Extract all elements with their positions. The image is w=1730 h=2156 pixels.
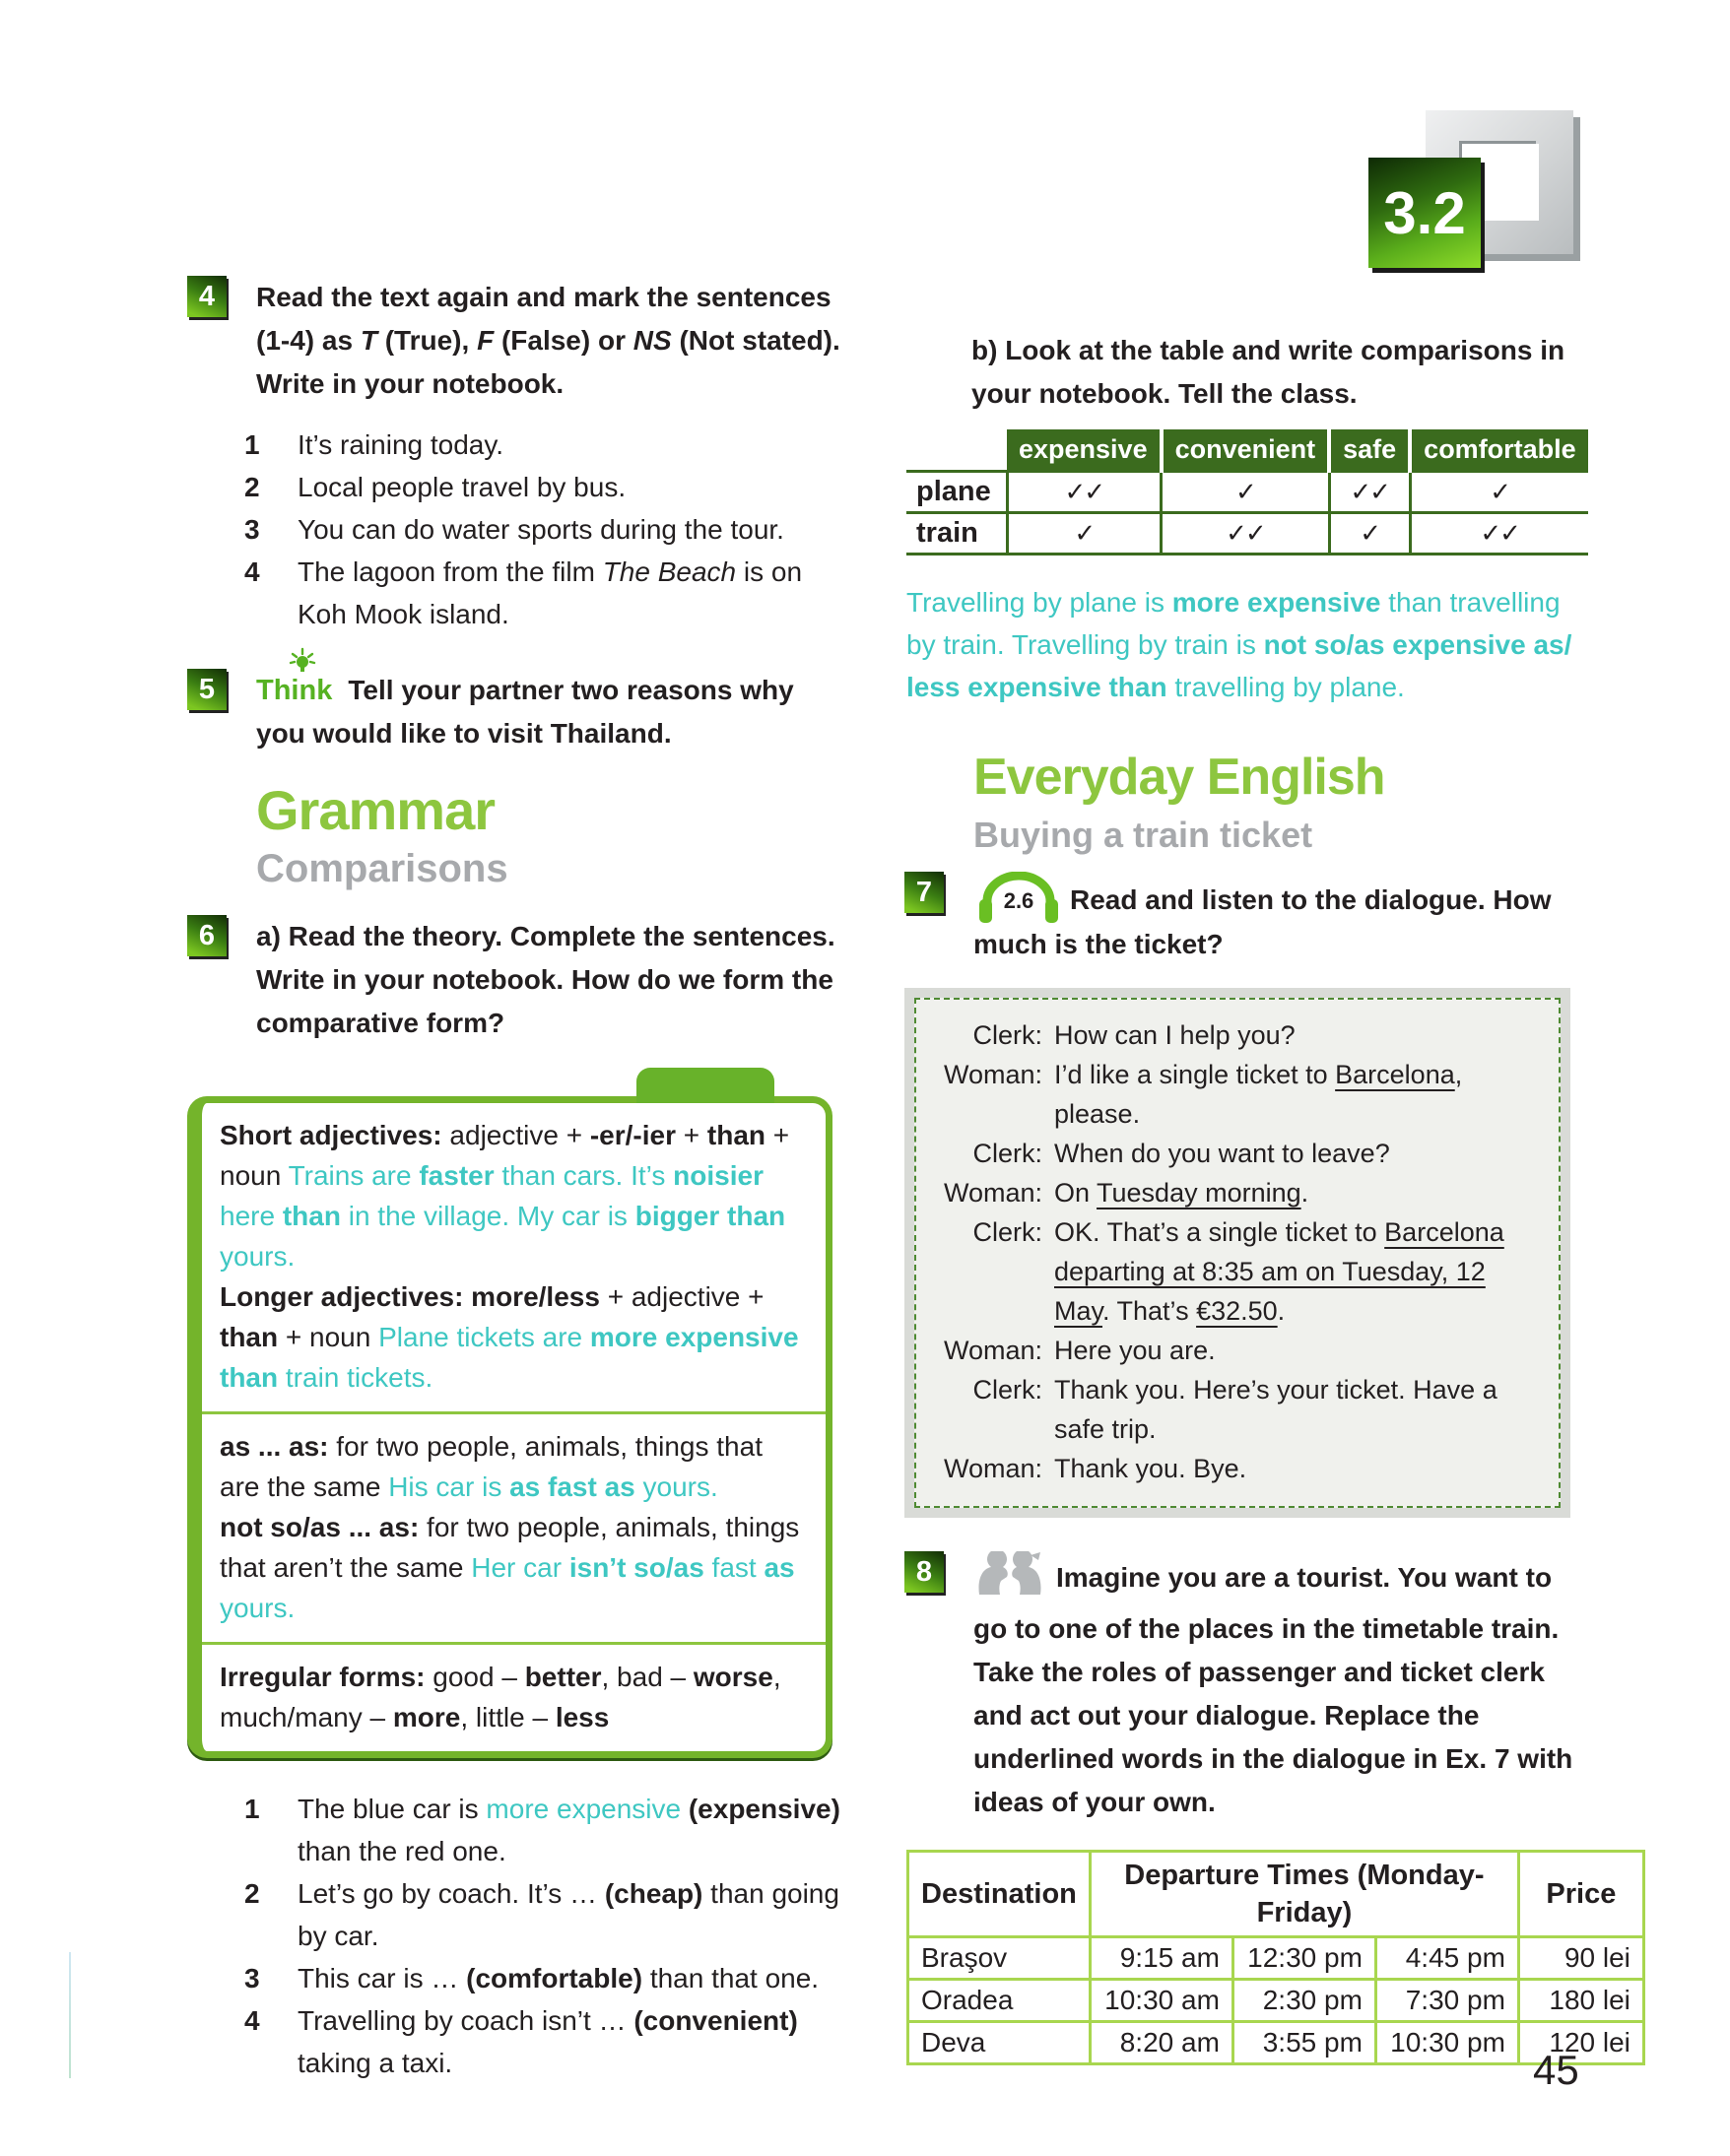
everyday-english-heading: Everyday English (973, 749, 1385, 806)
time-cell: 7:30 pm (1375, 1980, 1518, 2022)
list-item (244, 424, 849, 466)
exercise-8 (904, 1551, 1586, 1824)
check-cell: ✓ (1162, 472, 1330, 513)
comparison-header-row (906, 429, 1588, 472)
destination-cell: Deva (908, 2022, 1091, 2064)
exercise-6b-instruction: b) Look at the table and write comparisons in your notebook. Tell the class. (971, 335, 1565, 409)
page-edge-line (69, 1952, 71, 2078)
exercise-8-text: Imagine you are a tourist. You want to go to one of the places in the timetable train. Take the roles of passenger and ticket clerk and act out your dialogue. Replace the underlined words in the dialogue in Ex. 7 with ideas of your own. (973, 1562, 1573, 1817)
everyday-english-subheading: Buying a train ticket (973, 815, 1313, 855)
grammar-theory-box (187, 1096, 832, 1758)
table-row (906, 513, 1588, 555)
price-cell: 180 lei (1518, 1980, 1643, 2022)
headphones-icon (973, 872, 1064, 923)
dialogue-text: Thank you. Bye. (1054, 1454, 1247, 1483)
item-number: 3 (244, 514, 260, 545)
grammar-subheading: Comparisons (256, 847, 508, 890)
timetable-row (908, 1937, 1644, 1980)
list-item (244, 551, 849, 635)
dialogue-line (932, 1449, 1541, 1488)
item-text: Let’s go by coach. It’s … (cheap) than going by car. (298, 1878, 839, 1951)
item-number: 2 (244, 1878, 260, 1909)
time-cell: 2:30 pm (1232, 1980, 1375, 2022)
theory-box-tab (636, 1068, 774, 1103)
exercise-4-items (244, 424, 849, 635)
column-header: convenient (1162, 429, 1330, 472)
time-cell: 10:30 am (1090, 1980, 1232, 2022)
speaker-label: Woman: (943, 1336, 1042, 1365)
dialogue-line (932, 1055, 1541, 1134)
column-header: safe (1329, 429, 1410, 472)
exercise-6a-instruction: a) Read the theory. Complete the sentences. Write in your notebook. How do we form the comparative form? (256, 921, 835, 1038)
theory-longer-adjectives: Longer adjectives: more/less + adjective + than + noun Plane tickets are more expensive than train tickets. (220, 1281, 799, 1393)
time-cell: 8:20 am (1090, 2022, 1232, 2064)
audio-track-number: 2.6 (1003, 888, 1034, 913)
list-item (244, 1999, 849, 2084)
exercise-7 (904, 872, 1586, 966)
exercise-6 (187, 915, 849, 1045)
check-cell: ✓ (1410, 472, 1588, 513)
pair-work-icon (973, 1551, 1046, 1607)
exercise-number-badge: 4 (187, 276, 227, 317)
exercise-5 (187, 669, 849, 755)
exercise-number-badge: 8 (904, 1551, 944, 1593)
check-cell: ✓✓ (1329, 472, 1410, 513)
exercise-4 (187, 276, 849, 406)
column-header: Destination (908, 1852, 1091, 1937)
dialogue-line (932, 1134, 1541, 1173)
row-label: train (906, 513, 1007, 555)
train-timetable (906, 1850, 1645, 2065)
speaker-label: Clerk: (972, 1020, 1042, 1050)
think-bulb-icon (288, 645, 317, 688)
theory-section-adjectives (202, 1103, 826, 1411)
item-text: The blue car is more expensive (expensive) than the red one. (298, 1794, 840, 1866)
theory-as-as: as ... as: for two people, animals, things that are the same His car is as fast as yours. (220, 1431, 763, 1502)
exercise-7-instruction (973, 872, 1586, 966)
timetable-row (908, 1980, 1644, 2022)
check-cell: ✓✓ (1162, 513, 1330, 555)
dialogue-text: When do you want to leave? (1054, 1139, 1390, 1168)
check-cell: ✓ (1007, 513, 1162, 555)
price-cell: 120 lei (1518, 2022, 1643, 2064)
speaker-label: Clerk: (972, 1375, 1042, 1405)
destination-cell: Braşov (908, 1937, 1091, 1980)
table-row (906, 472, 1588, 513)
theory-not-so-as: not so/as ... as: for two people, animals, things that aren’t the same Her car isn’t so/as fast as yours. (220, 1512, 800, 1623)
exercise-number-badge: 7 (904, 872, 944, 913)
item-number: 2 (244, 472, 260, 502)
right-column (904, 329, 1630, 2065)
dialogue-text: On Tuesday morning. (1054, 1178, 1309, 1208)
speaker-label: Woman: (943, 1178, 1042, 1208)
list-item (244, 508, 849, 551)
timetable-header-row (908, 1852, 1644, 1937)
exercise-number-badge: 5 (187, 669, 227, 710)
column-header: Departure Times (Monday-Friday) (1090, 1852, 1518, 1937)
unit-number-badge: 3.2 (1368, 158, 1481, 268)
price-cell: 90 lei (1518, 1937, 1643, 1980)
check-cell: ✓ (1329, 513, 1410, 555)
speaker-label: Woman: (943, 1454, 1042, 1483)
think-word: Think (256, 675, 333, 706)
item-number: 4 (244, 556, 260, 587)
dialogue-text: How can I help you? (1054, 1020, 1296, 1050)
dialogue-line (932, 1331, 1541, 1370)
row-label: plane (906, 472, 1007, 513)
item-text: This car is … (comfortable) than that one. (298, 1963, 820, 1993)
time-cell: 3:55 pm (1232, 2022, 1375, 2064)
corner-cell (906, 429, 1007, 472)
item-text: It’s raining today. (298, 429, 504, 460)
column-header: expensive (1007, 429, 1162, 472)
time-cell: 9:15 am (1090, 1937, 1232, 1980)
exercise-5-text: Tell your partner two reasons why you would like to visit Thailand. (256, 675, 794, 749)
think-label (256, 675, 340, 706)
dialogue-inner (914, 998, 1561, 1508)
exercise-number-badge: 6 (187, 915, 227, 956)
unit-badge (1364, 106, 1601, 279)
column-header: Price (1518, 1852, 1643, 1937)
comparison-table (906, 429, 1588, 555)
exercise-8-instruction (973, 1551, 1586, 1824)
theory-short-adjectives: Short adjectives: adjective + -er/-ier + than + noun Trains are faster than cars. It’s noisier here than in the village. My car is bigger than yours. (220, 1120, 790, 1272)
list-item (244, 1872, 849, 1957)
item-number: 1 (244, 1794, 260, 1824)
check-cell: ✓✓ (1007, 472, 1162, 513)
time-cell: 12:30 pm (1232, 1937, 1375, 1980)
time-cell: 4:45 pm (1375, 1937, 1518, 1980)
dialogue-box (904, 988, 1570, 1518)
speaker-label: Clerk: (972, 1217, 1042, 1247)
dialogue-line (932, 1212, 1541, 1331)
item-text: You can do water sports during the tour. (298, 514, 784, 545)
comparison-example-text: Travelling by plane is more expensive than travelling by train. Travelling by train is not so/as expensive as/ less expensive than travelling by plane. (906, 587, 1572, 702)
dialogue-text: I’d like a single ticket to Barcelona, please. (1054, 1060, 1463, 1129)
theory-section-irregular (202, 1642, 826, 1751)
item-text: Local people travel by bus. (298, 472, 627, 502)
item-text: The lagoon from the film The Beach is on Koh Mook island. (298, 556, 803, 629)
speaker-label: Woman: (943, 1060, 1042, 1089)
exercise-7-text: Read and listen to the dialogue. How much is the ticket? (973, 884, 1552, 959)
list-item (244, 1788, 849, 1872)
left-column (187, 276, 849, 2118)
dialogue-text: Thank you. Here’s your ticket. Have a safe trip. (1054, 1375, 1497, 1444)
check-cell: ✓✓ (1410, 513, 1588, 555)
dialogue-line (932, 1370, 1541, 1449)
dialogue-text: Here you are. (1054, 1336, 1216, 1365)
theory-section-as-as (202, 1411, 826, 1642)
dialogue-text: OK. That’s a single ticket to Barcelona departing at 8:35 am on Tuesday, 12 May. That’s €32.50. (1054, 1217, 1504, 1326)
page-number: 45 (1533, 2047, 1579, 2093)
exercise-4-instruction: Read the text again and mark the sentences (1-4) as T (True), F (False) or NS (Not stated). Write in your notebook. (256, 282, 840, 399)
grammar-heading: Grammar (256, 779, 496, 841)
exercise-5-instruction (256, 669, 849, 755)
list-item (244, 1957, 849, 1999)
time-cell: 10:30 pm (1375, 2022, 1518, 2064)
dialogue-line (932, 1173, 1541, 1212)
column-header: comfortable (1410, 429, 1588, 472)
dialogue-line (932, 1015, 1541, 1055)
destination-cell: Oradea (908, 1980, 1091, 2022)
item-number: 3 (244, 1963, 260, 1993)
speaker-label: Clerk: (972, 1139, 1042, 1168)
item-number: 1 (244, 429, 260, 460)
theory-irregular-forms: Irregular forms: good – better, bad – worse, much/many – more, little – less (220, 1662, 781, 1732)
exercise-6-items (244, 1788, 849, 2084)
item-text: Travelling by coach isn’t … (convenient) taking a taxi. (298, 2005, 798, 2078)
item-number: 4 (244, 2005, 260, 2036)
list-item (244, 466, 849, 508)
